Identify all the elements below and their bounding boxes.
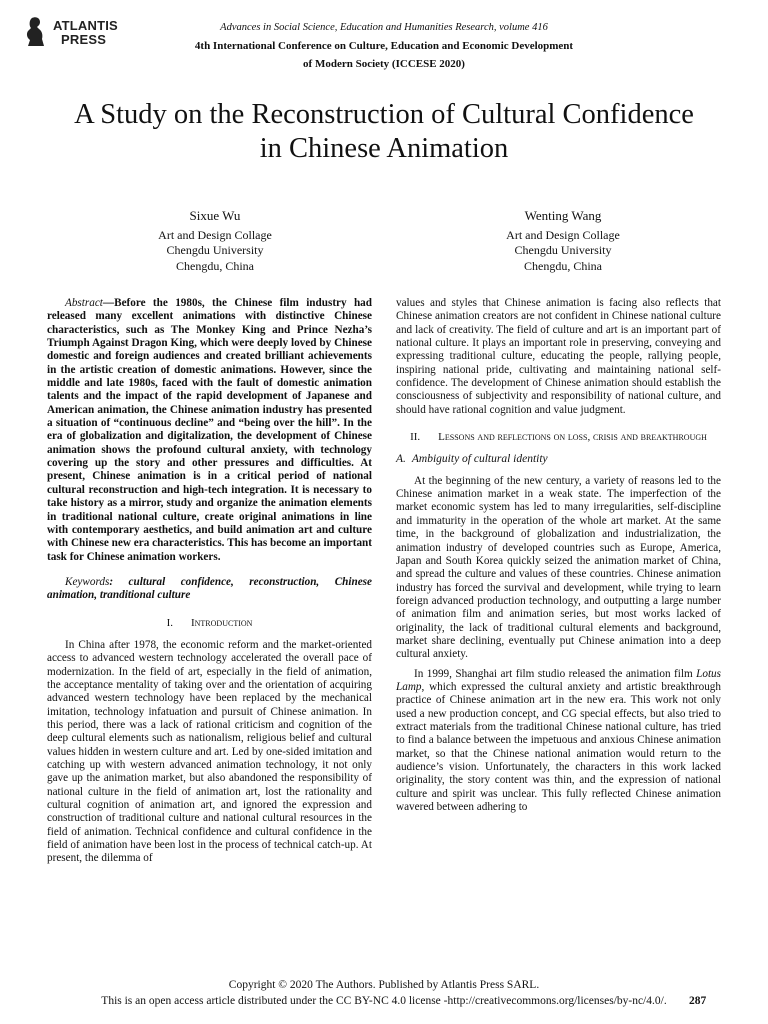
publisher-logo bbox=[24, 16, 134, 50]
author-block-2 bbox=[438, 208, 688, 274]
conference-header-line1: 4th International Conference on Culture, Education and Economic Development bbox=[194, 40, 574, 52]
film-title: Lotus Lamp bbox=[396, 667, 721, 693]
section-heading-introduction bbox=[47, 617, 372, 630]
author-name: Sixue Wu bbox=[189, 208, 241, 223]
subsection-title: Ambiguity of cultural identity bbox=[411, 453, 548, 466]
keywords-label: Keywords bbox=[65, 575, 110, 588]
body-paragraph: At the beginning of the new century, a variety of reasons led to the Chinese animation market in a weak state. The imperfection of the market economic system has led to many irregularities, self-discipline and immaturity in the operation of the whole art market. At the same time, in the background of globalization and industrialization, the animation industry of developed countries such as Europe, America, Japan and South Korea quickly seized the animation market of China, and spread the culture and values of these countries. Chinese animation industry has forced the survival and development, while trying to learn foreign advanced production technology, and outputting a large number of animation film and animation series, but most works lacked of originality, the lack of traditional cultural elements and background, market share declining, eventually put Chinese animation into a deep cultural anxiety. bbox=[396, 474, 721, 661]
left-column bbox=[47, 297, 372, 866]
copyright-line: Copyright © 2020 The Authors. Published by Atlantis Press SARL. bbox=[228, 979, 540, 991]
section-title: Lessons and reflections on loss, crisis and breakthrough bbox=[438, 431, 707, 444]
intro-paragraph: In China after 1978, the economic reform and the market-oriented access to advanced western technology accelerated the overall pace of modernization. In the field of art, especially in the field of animation, the acceptance mentality of taking over and the orientation of acquiring advanced western technology have been replaced by the mechanical imitation, technology infatuation and pursuit of Chinese animation. In this period, there was a lack of rational criticism and cognition of the deep cultural elements such as nationalism, religious belief and cultural values hidden in western culture and art. Led by one-sided imitation and catching up with western advanced animation technology, it not only gave up the animation market, but also abandoned the responsibility of national culture in the field of animation art, lost the rationality and cultural cognition of animation art, and ignored the expression and construction of traditional culture and national cultural resources in the field of animation. Technical confidence and cultural confidence in the field of animation have been lost in the process of technical catch-up. At present, the dilemma of bbox=[47, 638, 372, 865]
keywords-text: : cultural confidence, reconstruction, Chinese animation, tranditional culture bbox=[47, 575, 372, 602]
conference-header-line2: of Modern Society (ICCESE 2020) bbox=[303, 58, 465, 70]
paragraph-text: , which expressed the cultural anxiety and artistic breakthrough practice of Chinese animation art in the new era. This work not only used a new production concept, and CG special effects, but also tried to extract materials from the traditional Chinese national culture, has tried to find a balance between the impetuous and anxious Chinese animation market, so that the Chinese national animation would return to the audience’s vision. Unfortunately, the characters in this work lacked originality, the story content was thin, and the expression of national culture and spirit was unclear. This fully reflected Chinese animation wavered between adhering to bbox=[396, 680, 721, 814]
logo-text-press: PRESS bbox=[61, 32, 107, 47]
right-column bbox=[396, 297, 721, 814]
section-number: I. bbox=[166, 616, 173, 629]
author-name: Wenting Wang bbox=[524, 208, 602, 223]
section-title: Introduction bbox=[190, 616, 253, 629]
section-number: II. bbox=[410, 431, 421, 444]
paragraph-text: In 1999, Shanghai art film studio released the animation film bbox=[414, 667, 697, 680]
body-paragraph: values and styles that Chinese animation is facing also reflects that Chinese animation creators are not confident in Chinese national culture and lack of creativity. The field of culture and art is an important part of national culture. It plays an important role in preserving, conveying and expressing traditional culture, educating the people, rallying people, inspiring national pride, cultivating and maintaining national self-confidence. The development of Chinese animation should establish the consciousness of subjectivity and responsibility of national culture, and should have rational cognition and value judgment. bbox=[396, 297, 721, 416]
abstract-text: —Before the 1980s, the Chinese film industry had released many excellent animations with distinctive Chinese characteristics, such as The Monkey King and Prince Nezha’s Triumph Against Dragon King, which were deeply loved by Chinese domestic and foreign audiences and created brilliant achievements in the artistic creation of domestic animations. However, since the middle and late 1980s, faced with the fault of domestic animation talents and the impact of the rapid development of Japanese and American animation, the Chinese animation industry has presented a situation of “continuous decline” and “being over the hill”. In the era of globalization and digitalization, the development of Chinese animation shows the profound cultural anxiety, with technology covering up the story and other pressures and difficulties. At present, Chinese animation is in a critical period of national cultural reconstruction and high-tech integration. It is necessary to take history as a mirror, study and organize the animation elements in traditional national culture, create original animations in line with contemporary aesthetics, and build animation art and culture with Chinese new era characteristics. This has become an important task for Chinese animation workers. bbox=[47, 297, 372, 563]
journal-header: Advances in Social Science, Education and Humanities Research, volume 416 bbox=[220, 22, 548, 33]
abstract bbox=[47, 297, 372, 564]
body-paragraph bbox=[396, 668, 721, 815]
author-department: Art and Design Collage bbox=[158, 227, 272, 242]
keywords bbox=[47, 576, 372, 603]
logo-text-atlantis: ATLANTIS bbox=[53, 18, 118, 33]
page-number: 287 bbox=[689, 995, 707, 1007]
paper-title: A Study on the Reconstruction of Cultural Confidence in Chinese Animation bbox=[74, 99, 694, 164]
author-location: Chengdu, China bbox=[176, 258, 254, 273]
author-department: Art and Design Collage bbox=[506, 227, 620, 242]
author-university: Chengdu University bbox=[166, 243, 264, 257]
author-location: Chengdu, China bbox=[524, 258, 602, 273]
section-heading-lessons bbox=[396, 431, 721, 444]
subsection-number: A. bbox=[396, 453, 406, 466]
author-block-1 bbox=[90, 208, 340, 274]
subsection-heading bbox=[396, 453, 721, 466]
license-line: This is an open access article distributed under the CC BY-NC 4.0 license -http://creativecommons.org/licenses/by-nc/4.0/. bbox=[101, 995, 667, 1007]
abstract-label: Abstract bbox=[65, 297, 103, 309]
thinker-silhouette-icon bbox=[24, 16, 46, 48]
author-university: Chengdu University bbox=[514, 243, 612, 257]
